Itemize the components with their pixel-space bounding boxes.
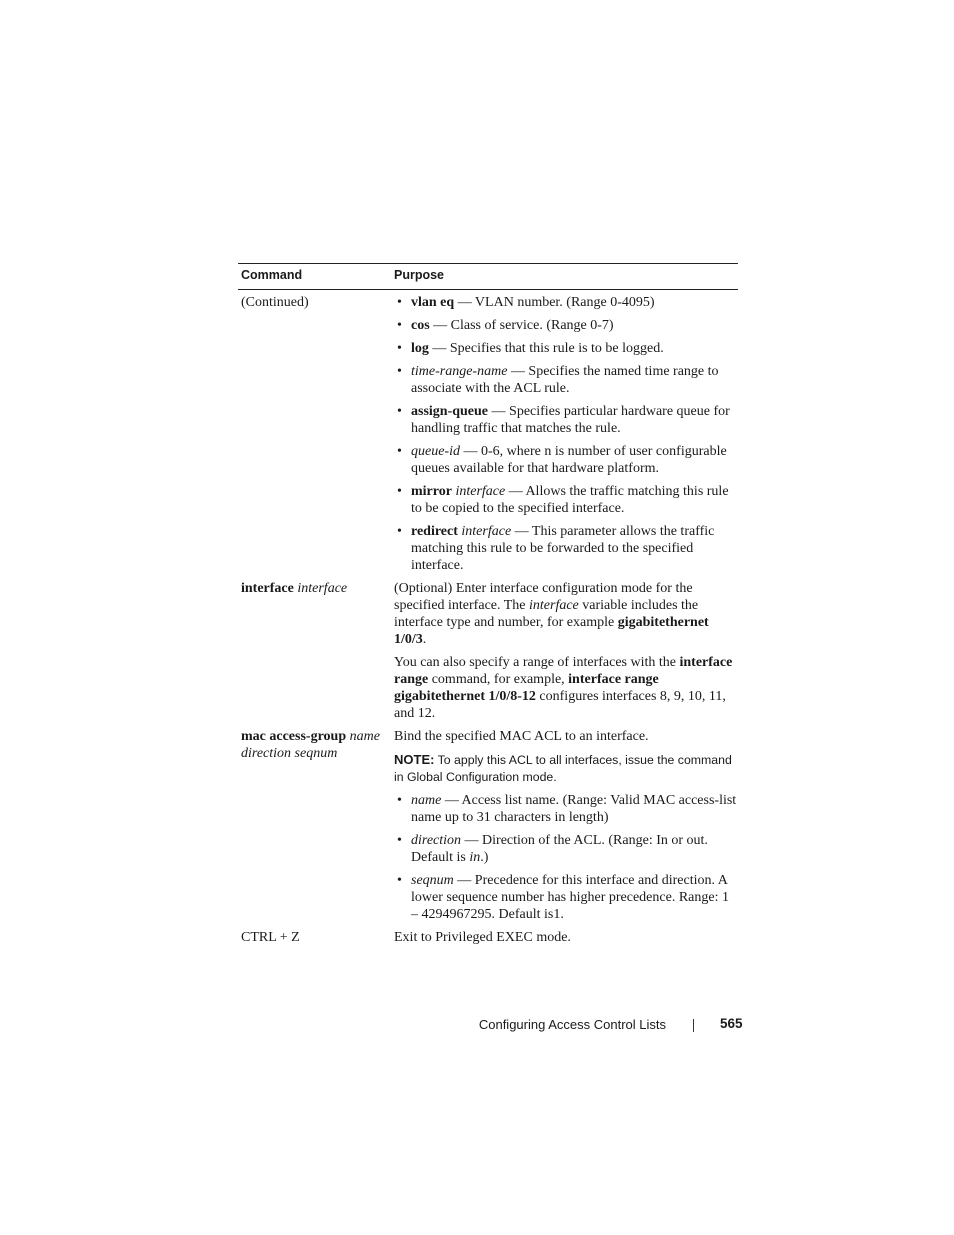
option-list [394,294,738,574]
purpose-cell [394,728,738,923]
list-item: • mirror interface — Allows the traffic matching this rule to be copied to the specified interface. [394,483,738,517]
footer-title: Configuring Access Control Lists [478,1017,666,1032]
table-row [238,929,738,946]
description-paragraph: Exit to Privileged EXEC mode. [394,930,571,945]
page-footer [0,1015,954,1035]
description-paragraph: (Optional) Enter interface configuration mode for the specified interface. The interface variable includes the interface type and number, for example gigabitethernet 1/0/3. [394,581,709,647]
table-header [238,263,738,290]
command-cell: interface interface [241,581,348,596]
command-cell: (Continued) [241,295,309,310]
list-item: • time-range-name — Specifies the named time range to associate with the ACL rule. [394,363,738,397]
list-item: • assign-queue — Specifies particular hardware queue for handling traffic that matches the rule. [394,403,738,437]
table-row [238,294,738,574]
page-number: 565 [720,1016,743,1031]
purpose-cell [394,580,738,722]
list-item: • direction — Direction of the ACL. (Range: In or out. Default is in.) [394,832,738,866]
description-paragraph: Bind the specified MAC ACL to an interface. [394,729,649,744]
list-item: • cos — Class of service. (Range 0-7) [394,317,738,334]
note-label: NOTE: [394,752,435,767]
command-cell: CTRL + Z [241,930,300,945]
list-item: • name — Access list name. (Range: Valid MAC access-list name up to 31 characters in length) [394,792,738,826]
command-table [238,263,738,952]
list-item: • vlan eq — VLAN number. (Range 0-4095) [394,294,738,311]
table-row [238,728,738,923]
purpose-cell [394,929,738,946]
list-item: • redirect interface — This parameter allows the traffic matching this rule to be forwarded to the specified interface. [394,523,738,574]
footer-divider [693,1019,694,1032]
option-list [394,792,738,923]
note-text: To apply this ACL to all interfaces, issue the command in Global Configuration mode. [394,753,732,784]
list-item: • log — Specifies that this rule is to be logged. [394,340,738,357]
description-paragraph: You can also specify a range of interfaces with the interface range command, for example, interface range gigabitethernet 1/0/8-12 configures interfaces 8, 9, 10, 11, and 12. [394,655,733,721]
table-row [238,580,738,722]
note-box [394,751,738,786]
purpose-cell [394,294,738,574]
header-purpose: Purpose [394,268,445,282]
list-item: • queue-id — 0-6, where n is number of user configurable queues available for that hardware platform. [394,443,738,477]
header-command: Command [241,268,303,282]
command-cell: mac access-group name direction seqnum [241,729,380,761]
list-item: • seqnum — Precedence for this interface and direction. A lower sequence number has higher precedence. Range: 1 – 4294967295. Default is1. [394,872,738,923]
